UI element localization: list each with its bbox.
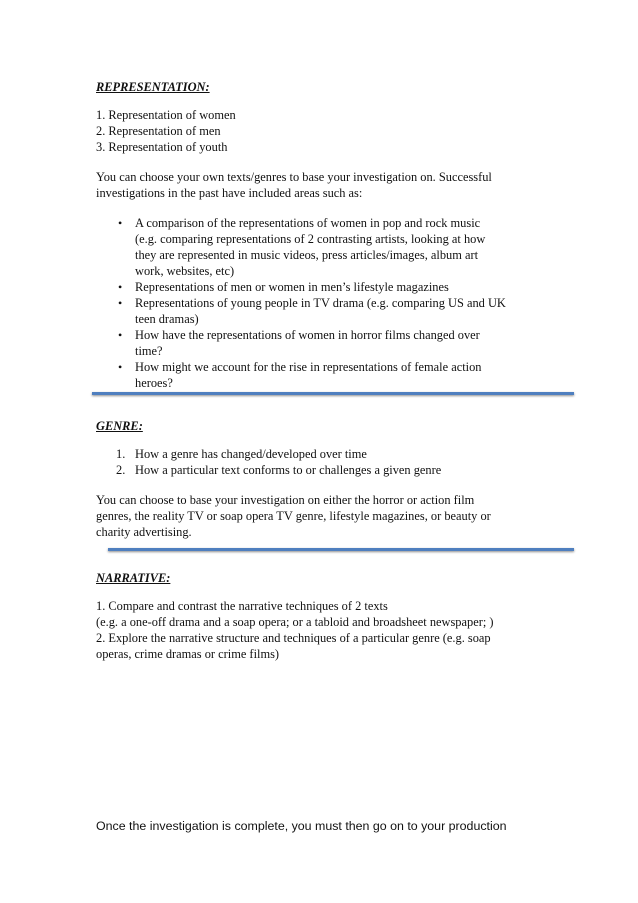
- genre-item: How a genre has changed/developed over time: [135, 447, 367, 461]
- narrative-line: 1. Compare and contrast the narrative techniques of 2 texts: [96, 599, 388, 613]
- genre-item: How a particular text conforms to or challenges a given genre: [135, 463, 442, 477]
- list-number: 2.: [116, 463, 126, 477]
- representation-item: 2. Representation of men: [96, 124, 221, 138]
- narrative-line: 2. Explore the narrative structure and techniques of a particular genre (e.g. soap: [96, 631, 491, 645]
- bullet-text: time?: [135, 344, 163, 358]
- bullet-text: teen dramas): [135, 312, 199, 326]
- section-divider: [92, 392, 574, 395]
- representation-item: 3. Representation of youth: [96, 140, 228, 154]
- bullet-icon: •: [118, 360, 123, 374]
- bullet-text: How might we account for the rise in representations of female action: [135, 360, 482, 374]
- bullet-text: How have the representations of women in horror films changed over: [135, 328, 480, 342]
- representation-intro-line: investigations in the past have included areas such as:: [96, 186, 363, 200]
- representation-intro-line: You can choose your own texts/genres to base your investigation on. Successful: [96, 170, 492, 184]
- bullet-icon: •: [118, 280, 123, 294]
- narrative-line: operas, crime dramas or crime films): [96, 647, 280, 661]
- narrative-line: (e.g. a one-off drama and a soap opera; or a tabloid and broadsheet newspaper; ): [96, 615, 494, 629]
- bullet-icon: •: [118, 328, 123, 342]
- list-number: 1.: [116, 447, 126, 461]
- bullet-text: Representations of men or women in men’s lifestyle magazines: [135, 280, 449, 294]
- representation-item: 1. Representation of women: [96, 108, 236, 122]
- genre-heading: GENRE:: [96, 419, 143, 433]
- bullet-text: heroes?: [135, 376, 173, 390]
- section-divider: [108, 548, 574, 551]
- genre-body-line: genres, the reality TV or soap opera TV genre, lifestyle magazines, or beauty or: [96, 509, 491, 523]
- bullet-text: work, websites, etc): [135, 264, 235, 278]
- genre-body-line: charity advertising.: [96, 525, 192, 539]
- bullet-icon: •: [118, 216, 123, 230]
- narrative-heading: NARRATIVE:: [96, 571, 171, 585]
- bullet-icon: •: [118, 296, 123, 310]
- bullet-text: (e.g. comparing representations of 2 contrasting artists, looking at how: [135, 232, 486, 246]
- bullet-text: A comparison of the representations of women in pop and rock music: [135, 216, 481, 230]
- genre-body-line: You can choose to base your investigation on either the horror or action film: [96, 493, 475, 507]
- closing-sentence: Once the investigation is complete, you must then go on to your production: [96, 819, 507, 833]
- bullet-text: Representations of young people in TV drama (e.g. comparing US and UK: [135, 296, 506, 310]
- representation-heading: REPRESENTATION:: [96, 80, 210, 94]
- bullet-text: they are represented in music videos, press articles/images, album art: [135, 248, 479, 262]
